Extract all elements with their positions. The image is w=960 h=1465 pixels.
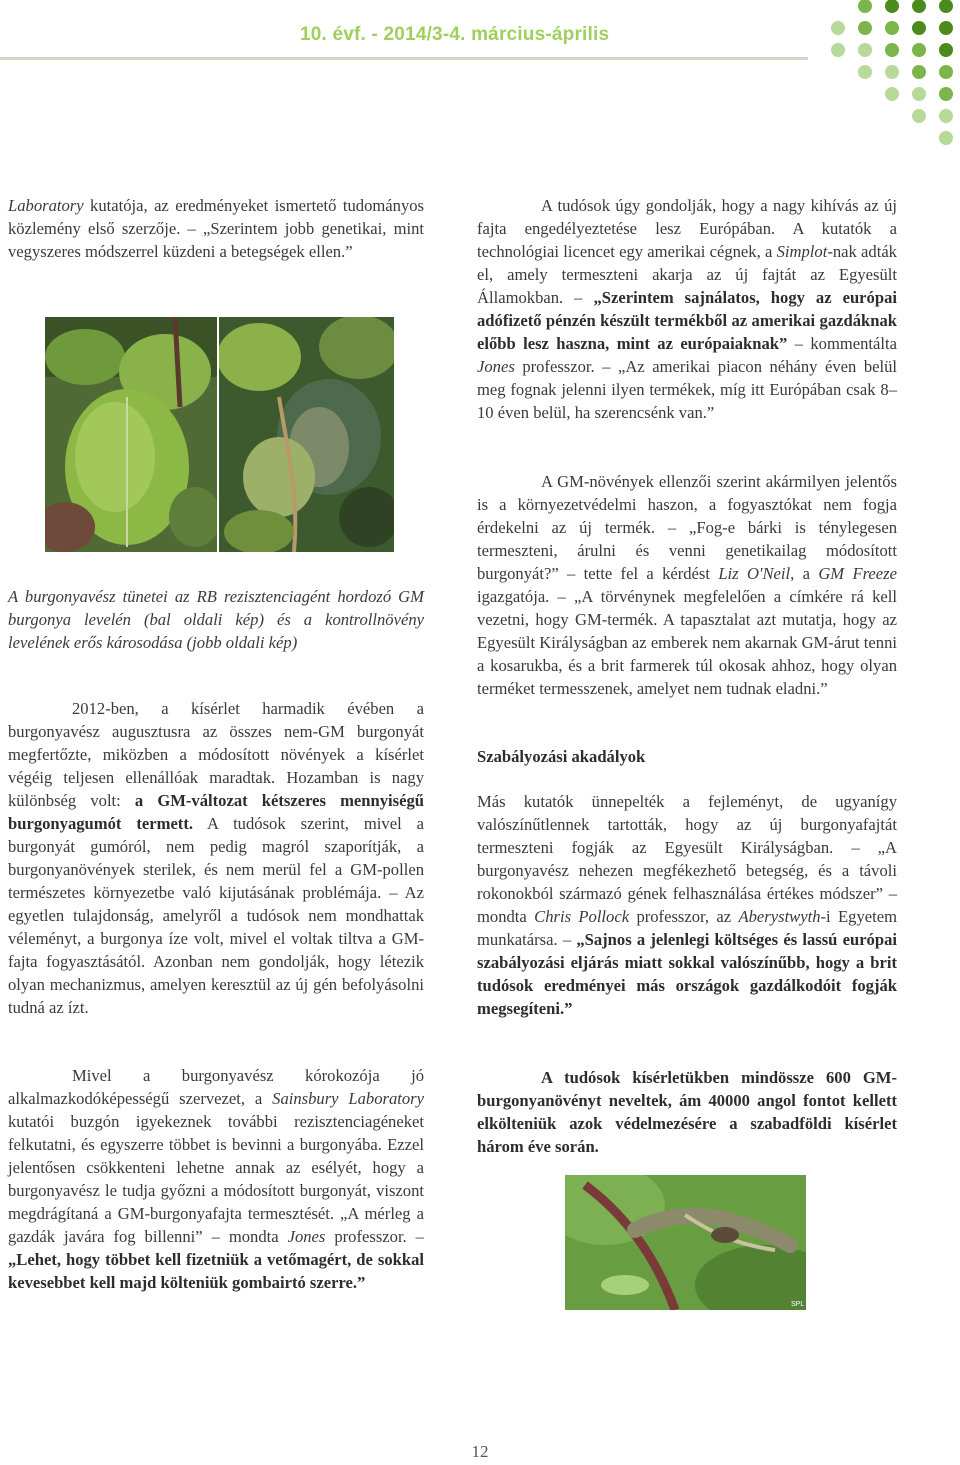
quote-highlight: „Lehet, hogy többet kell fizetniük a vetőmagért, de sokkal kevesebbet kell majd költeniük gombairtó szerre.” — [8, 1250, 424, 1292]
decorative-dot — [912, 65, 926, 79]
body-text-a: 2012-ben, a kísérlet harmadik évében a burgonyavész augusztusra az összes nem-GM burgonyát megfertőzte, miközben a módosított növények a kísérlet végéig teljesen ellenállóak maradtak. Hozamban is nagy különbség volt: — [8, 699, 424, 810]
r2-text-c: igazgatója. – „A törvénynek megfelelően a címkére rá kell vezetni, hogy GM-termék. A tapasztalat azt mutatja, hogy az Egyesült Királyságban az emberek nem akarnak GM-árut tenni a kosarukba, és a brit farmerek túl okosak ahhoz, hogy olyan terméket termesszenek, amelyet nem tudnak eladni.” — [477, 587, 897, 698]
r1-text-a: A tudósok úgy gondolják, hogy a nagy kihívás az új fajta engedélyeztetése lesz Európában. A kutatók a technológiai licencet egy amerikai cégnek, a — [477, 196, 897, 261]
decorative-dot — [939, 65, 953, 79]
experiment-summary: A tudósok kísérletükben mindössze 600 GM-burgonyanövényt neveltek, ám 40000 angol fontot kellett elkölteniük azok védelmezésére a szabadföldi kísérlet három éve során. — [477, 1068, 897, 1156]
decorative-dot — [858, 65, 872, 79]
decorative-dot — [912, 109, 926, 123]
decorative-dot — [939, 87, 953, 101]
page-number: 12 — [471, 1442, 489, 1461]
right-paragraph-3 — [477, 790, 897, 1020]
r3-text-c: -i Egyetem munkatársa. – — [477, 907, 897, 949]
decorative-dot — [858, 0, 872, 13]
decorative-dot — [885, 87, 899, 101]
issue-header: 10. évf. - 2014/3-4. március-április — [300, 24, 610, 45]
decorative-dot — [885, 21, 899, 35]
professor-name: Jones — [287, 1227, 326, 1246]
r1-text-d: professzor. – „Az amerikai piacon néhány éven belül meg fognak jelenni ilyen termékek, míg itt Európában csak 8–10 éven belül, ha szerencsénk van.” — [477, 357, 897, 422]
photo-caption: A burgonyavész tünetei az RB rezisztenciagént hordozó GM burgonya levelén (bal oldali kép) és a kontrollnövény levelének erős károsodása (jobb oldali kép) — [8, 587, 424, 652]
decorative-dot-grid — [828, 0, 960, 160]
left-body-paragraph-2 — [8, 1064, 424, 1294]
right-paragraph-2 — [477, 470, 897, 700]
decorative-dot — [831, 43, 845, 57]
decorative-dot — [912, 87, 926, 101]
lab-name-2: Sainsbury Laboratory — [272, 1089, 424, 1108]
r3-text-a: Más kutatók ünnepelték a fejleményt, de ugyanígy valószínűtlennek tartották, hogy az új burgonyafajtát termeszteni fogják az Egyesült Királyságban. – „A burgonyavész nehezen megfékezhető betegség, és a távoli rokonokból származó gének felhasználása értékes módszer” – mondta — [477, 792, 897, 926]
right-paragraph-4 — [477, 1066, 897, 1158]
intro-text: kutatója, az eredményeket ismertető tudományos közlemény első szerzője. – „Szerintem jobb genetikai, mint vegyszeres módszerrel küzdeni a betegségek ellen.” — [8, 196, 424, 261]
r1-text-b: -nak adták el, amely termeszteni akarja az új fajtát az Egyesült Államokban. – — [477, 242, 897, 307]
right-paragraph-1 — [477, 194, 897, 424]
university-name: Aberystwyth — [738, 907, 821, 926]
header-divider — [0, 57, 808, 60]
decorative-dot — [831, 21, 845, 35]
company-name: Simplot — [776, 242, 828, 261]
decorative-dot — [858, 21, 872, 35]
decorative-dot — [912, 0, 926, 13]
decorative-dot — [885, 43, 899, 57]
left-intro-paragraph — [8, 194, 424, 263]
r1-quote: „Szerintem sajnálatos, hogy az európai adófizető pénzén készült termékből az amerikai gazdáknak előbb lesz haszna, mint az európaiaknak” — [477, 288, 897, 353]
org-name: GM Freeze — [818, 564, 897, 583]
r2-text-a: A GM-növények ellenzői szerint akármilyen jelentős is a környezetvédelmi haszon, a fogyasztókat nem fogja érdekelni az új termék. – „Fog-e bárki is ténylegesen termeszteni, árulni és venni genetikailag módosított burgonyát?” – tette fel a kérdést — [477, 472, 897, 583]
r1-text-c: – kommentálta — [787, 334, 897, 353]
r3-text-b: professzor, az — [629, 907, 739, 926]
decorative-dot — [885, 65, 899, 79]
r3-quote: „Sajnos a jelenlegi költséges és lassú európai szabályozási eljárás miatt sokkal valószínűbb, hogy a brit tudósok eredményei más országok gazdálkodóit fogják megsegíteni.” — [477, 930, 897, 1018]
body-text-c: A tudósok szerint, mivel a burgonyát gumóról, nem pedig magról szaporítják, a burgonyanövények sterilek, és nem merül fel a GM-pollen természetes környezetbe való kijutásának problémája. – Az egyetlen tulajdonság, amelyről a tudósok nem mondhattak véleményt, a burgonya íze volt, mivel el voltak tiltva a GM-fajta fogyasztásától. Azonban nem gondolják, hogy létezik olyan mechanizmus, amelyen keresztül az új gén befolyásolni tudná az ízt. — [8, 814, 425, 1017]
yield-highlight: a GM-változat kétszeres mennyiségű burgonyagumót termett. — [8, 791, 424, 833]
decorative-dot — [912, 43, 926, 57]
blighted-stem-photo — [565, 1175, 806, 1310]
decorative-dot — [858, 43, 872, 57]
body2-text-a: Mivel a burgonyavész kórokozója jó alkalmazkodóképességű szervezet, a — [8, 1066, 424, 1108]
healthy-leaf-photo — [45, 317, 217, 552]
person-name: Liz O'Neil — [718, 564, 791, 583]
section-heading: Szabályozási akadályok — [477, 747, 646, 766]
decorative-dot — [939, 43, 953, 57]
decorative-dot — [939, 0, 953, 13]
left-body-paragraph — [8, 697, 424, 1019]
damaged-leaf-photo — [219, 317, 394, 552]
photo-credit: SPL — [791, 1301, 805, 1308]
lab-name: Laboratory — [8, 196, 84, 215]
r2-text-b: , a — [790, 564, 819, 583]
r1-professor: Jones — [477, 357, 515, 376]
body2-text-c: professzor. – — [325, 1227, 424, 1246]
decorative-dot — [939, 131, 953, 145]
decorative-dot — [885, 0, 899, 13]
r3-professor: Chris Pollock — [534, 907, 630, 926]
body2-text-b: kutatói buzgón igyekeznek további rezisztenciagéneket felkutatni, és egyszerre többet is bevinni a burgonyába. Ezzel jelentősen csökkenteni lehetne annak az esélyét, hogy a burgonyavész le tudja győzni a módosított burgonyát, viszont megdrágítaná a GM-burgonyafajta termesztését. „A mérleg a gazdák javára fog billenni” – mondta — [8, 1112, 424, 1246]
decorative-dot — [939, 21, 953, 35]
decorative-dot — [939, 109, 953, 123]
decorative-dot — [912, 21, 926, 35]
